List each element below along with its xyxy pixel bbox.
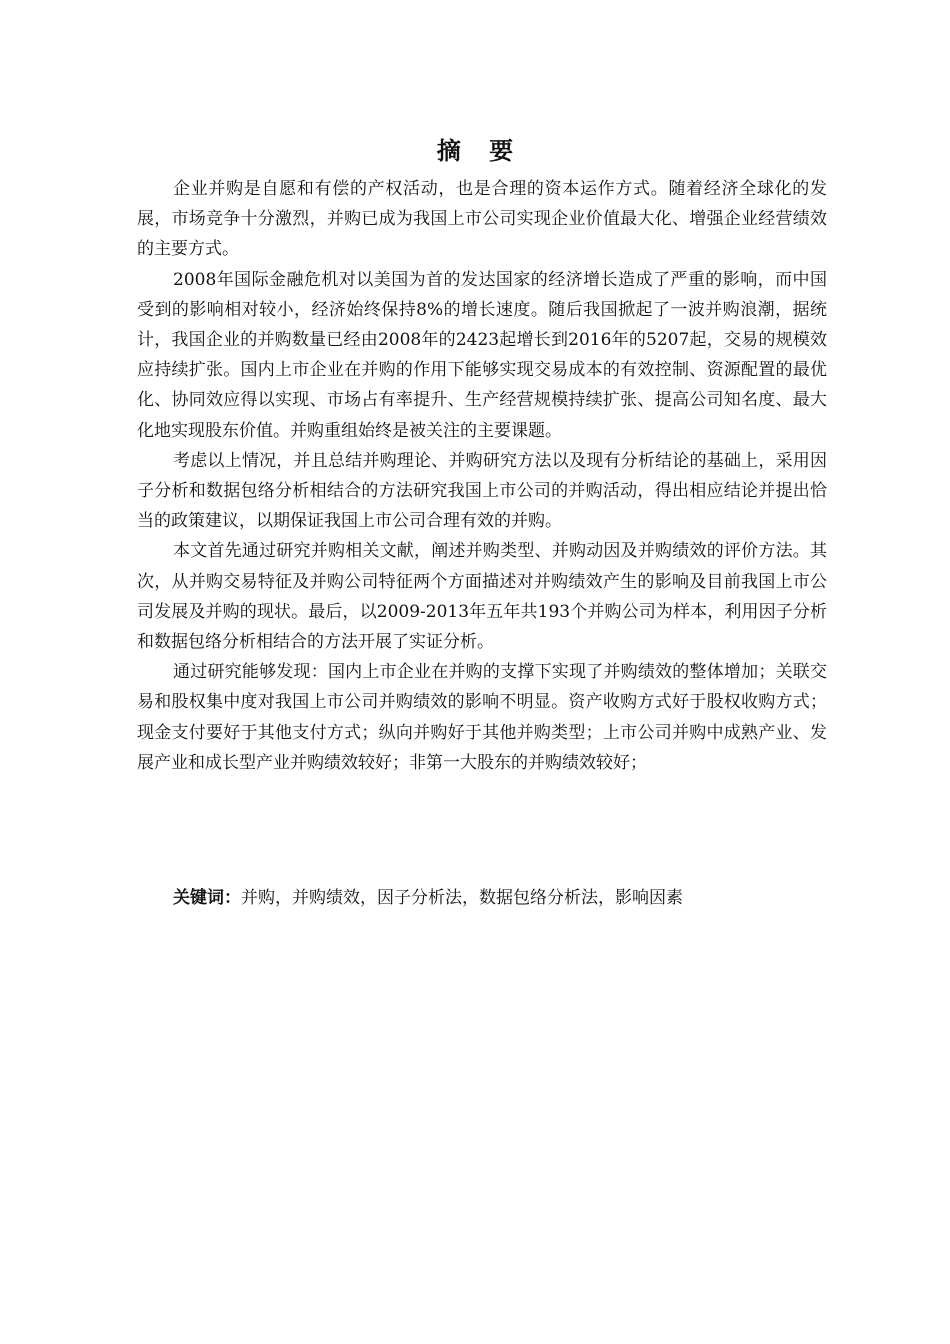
abstract-title: 摘 要: [436, 137, 524, 165]
abstract-paragraph-4: 本文首先通过研究并购相关文献，阐述并购类型、并购动因及并购绩效的评价方法。其次，从并购交易特征及并购公司特征两个方面描述对并购绩效产生的影响及目前我国上市公司发展及并购的现状。最后，以2009-2013年五年共193个并购公司为样本，利用因子分析和数据包络分析相结合的方法开展了实证分析。: [137, 541, 827, 653]
keywords-list: 并购，并购绩效，因子分析法，数据包络分析法，影响因素: [241, 888, 683, 908]
keywords-line: [173, 883, 833, 913]
abstract-body: [137, 174, 827, 778]
abstract-paragraph-5: 通过研究能够发现：国内上市企业在并购的支撑下实现了并购绩效的整体增加；关联交易和股权集中度对我国上市公司并购绩效的影响不明显。资产收购方式好于股权收购方式；现金支付要好于其他支付方式；纵向并购好于其他并购类型；上市公司并购中成熟产业、发展产业和成长型产业并购绩效较好；非第一大股东的并购绩效较好；: [137, 662, 827, 773]
abstract-paragraph-2: 2008年国际金融危机对以美国为首的发达国家的经济增长造成了严重的影响，而中国受到的影响相对较小，经济始终保持8%的增长速度。随后我国掀起了一波并购浪潮，据统计，我国企业的并购数量已经由2008年的2423起增长到2016年的5207起，交易的规模效应持续扩张。国内上市企业在并购的作用下能够实现交易成本的有效控制、资源配置的最优化、协同效应得以实现、市场占有率提升、生产经营规模持续扩张、提高公司知名度、最大化地实现股东价值。并购重组始终是被关注的主要课题。: [137, 269, 827, 441]
keywords-label: 关键词：: [173, 888, 241, 908]
abstract-paragraph-3: 考虑以上情况，并且总结并购理论、并购研究方法以及现有分析结论的基础上，采用因子分析和数据包络分析相结合的方法研究我国上市公司的并购活动，得出相应结论并提出恰当的政策建议，以期保证我国上市公司合理有效的并购。: [137, 450, 827, 532]
abstract-paragraph-1: 企业并购是自愿和有偿的产权活动，也是合理的资本运作方式。随着经济全球化的发展，市场竞争十分激烈，并购已成为我国上市公司实现企业价值最大化、增强企业经营绩效的主要方式。: [137, 179, 827, 260]
